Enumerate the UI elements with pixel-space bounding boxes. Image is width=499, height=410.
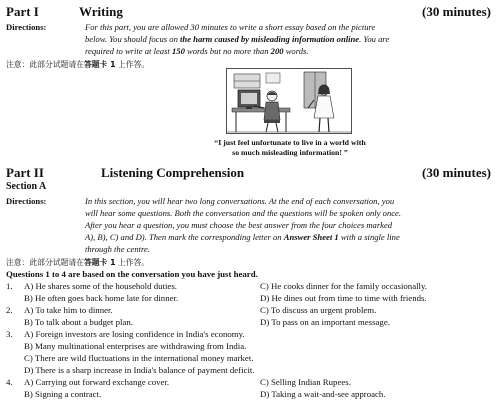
part2-directions-line1: In this section, you will hear two long conversations. At the end of each conversation, you xyxy=(85,196,395,206)
part1-label: Part I xyxy=(6,4,39,19)
question-4-option-d: D) Taking a wait-and-see approach. xyxy=(260,389,386,399)
part2-time: (30 minutes) xyxy=(422,165,491,180)
question-4-option-c: C) Selling Indian Rupees. xyxy=(260,377,351,387)
part1-title: Writing xyxy=(79,4,123,19)
question-1-number: 1. xyxy=(6,281,13,291)
part1-note: 注意：此部分试题请在答题卡 1 上作答。 xyxy=(6,60,150,69)
part2-note: 注意：此部分试题请在答题卡 1 上作答。 xyxy=(6,258,150,267)
part1-time: (30 minutes) xyxy=(422,4,491,19)
part2-directions-line2: will hear some questions. Both the conversation and the questions will be spoken only once. xyxy=(85,208,402,218)
question-2-option-b: B) To talk about a budget plan. xyxy=(24,317,133,327)
questions-header: Questions 1 to 4 are based on the conversation you have just heard. xyxy=(6,269,258,279)
question-1-option-a: A) He shares some of the household duties. xyxy=(24,281,177,291)
question-4-number: 4. xyxy=(6,377,13,387)
question-1-option-d: D) He dines out from time to time with friends. xyxy=(260,293,427,303)
question-1-option-c: C) He cooks dinner for the family occasionally. xyxy=(260,281,428,291)
part2-title: Listening Comprehension xyxy=(101,165,245,180)
question-3-option-a: A) Foreign investors are losing confidence in India's economy. xyxy=(24,329,245,339)
part2-directions-line3: After you hear a question, you must choose the best answer from the four choices marked xyxy=(85,220,393,230)
question-2-option-c: C) To discuss an urgent problem. xyxy=(260,305,377,315)
question-3-option-d: D) There is a sharp increase in India's balance of payment deficit. xyxy=(24,365,255,375)
part2-directions-line5: through the centre. xyxy=(85,244,150,254)
cartoon-caption-line1: “I just feel unfortunate to live in a world with xyxy=(214,138,366,147)
question-3-option-c: C) There are wild fluctuations in the international money market. xyxy=(24,353,254,363)
cartoon-caption-line2: so much misleading information! ” xyxy=(232,148,348,157)
part2-label: Part II xyxy=(6,165,44,180)
question-2-option-a: A) To take him to dinner. xyxy=(24,305,113,315)
part2-directions-label: Directions: xyxy=(6,196,47,206)
question-3-number: 3. xyxy=(6,329,13,339)
part2-directions-line4: A), B), C) and D). Then mark the corresponding letter on Answer Sheet 1 with a single line xyxy=(85,232,400,242)
part1-directions-line2: below. You should focus on the harm caused by misleading information online. You are xyxy=(85,34,390,44)
question-2-option-d: D) To pass on an important message. xyxy=(260,317,390,327)
question-4-option-b: B) Signing a contract. xyxy=(24,389,102,399)
part1-directions-line3: required to write at least 150 words but no more than 200 words. xyxy=(85,46,309,56)
question-3-option-b: B) Many multinational enterprises are withdrawing from India. xyxy=(24,341,247,351)
part1-directions-line1: For this part, you are allowed 30 minutes to write a short essay based on the picture xyxy=(85,22,376,32)
part1-directions-label: Directions: xyxy=(6,22,47,32)
cartoon-illustration xyxy=(226,68,352,134)
question-4-option-a: A) Carrying out forward exchange cover. xyxy=(24,377,170,387)
section-a-heading: Section A xyxy=(6,181,47,192)
question-2-number: 2. xyxy=(6,305,13,315)
question-1-option-b: B) He often goes back home late for dinner. xyxy=(24,293,179,303)
